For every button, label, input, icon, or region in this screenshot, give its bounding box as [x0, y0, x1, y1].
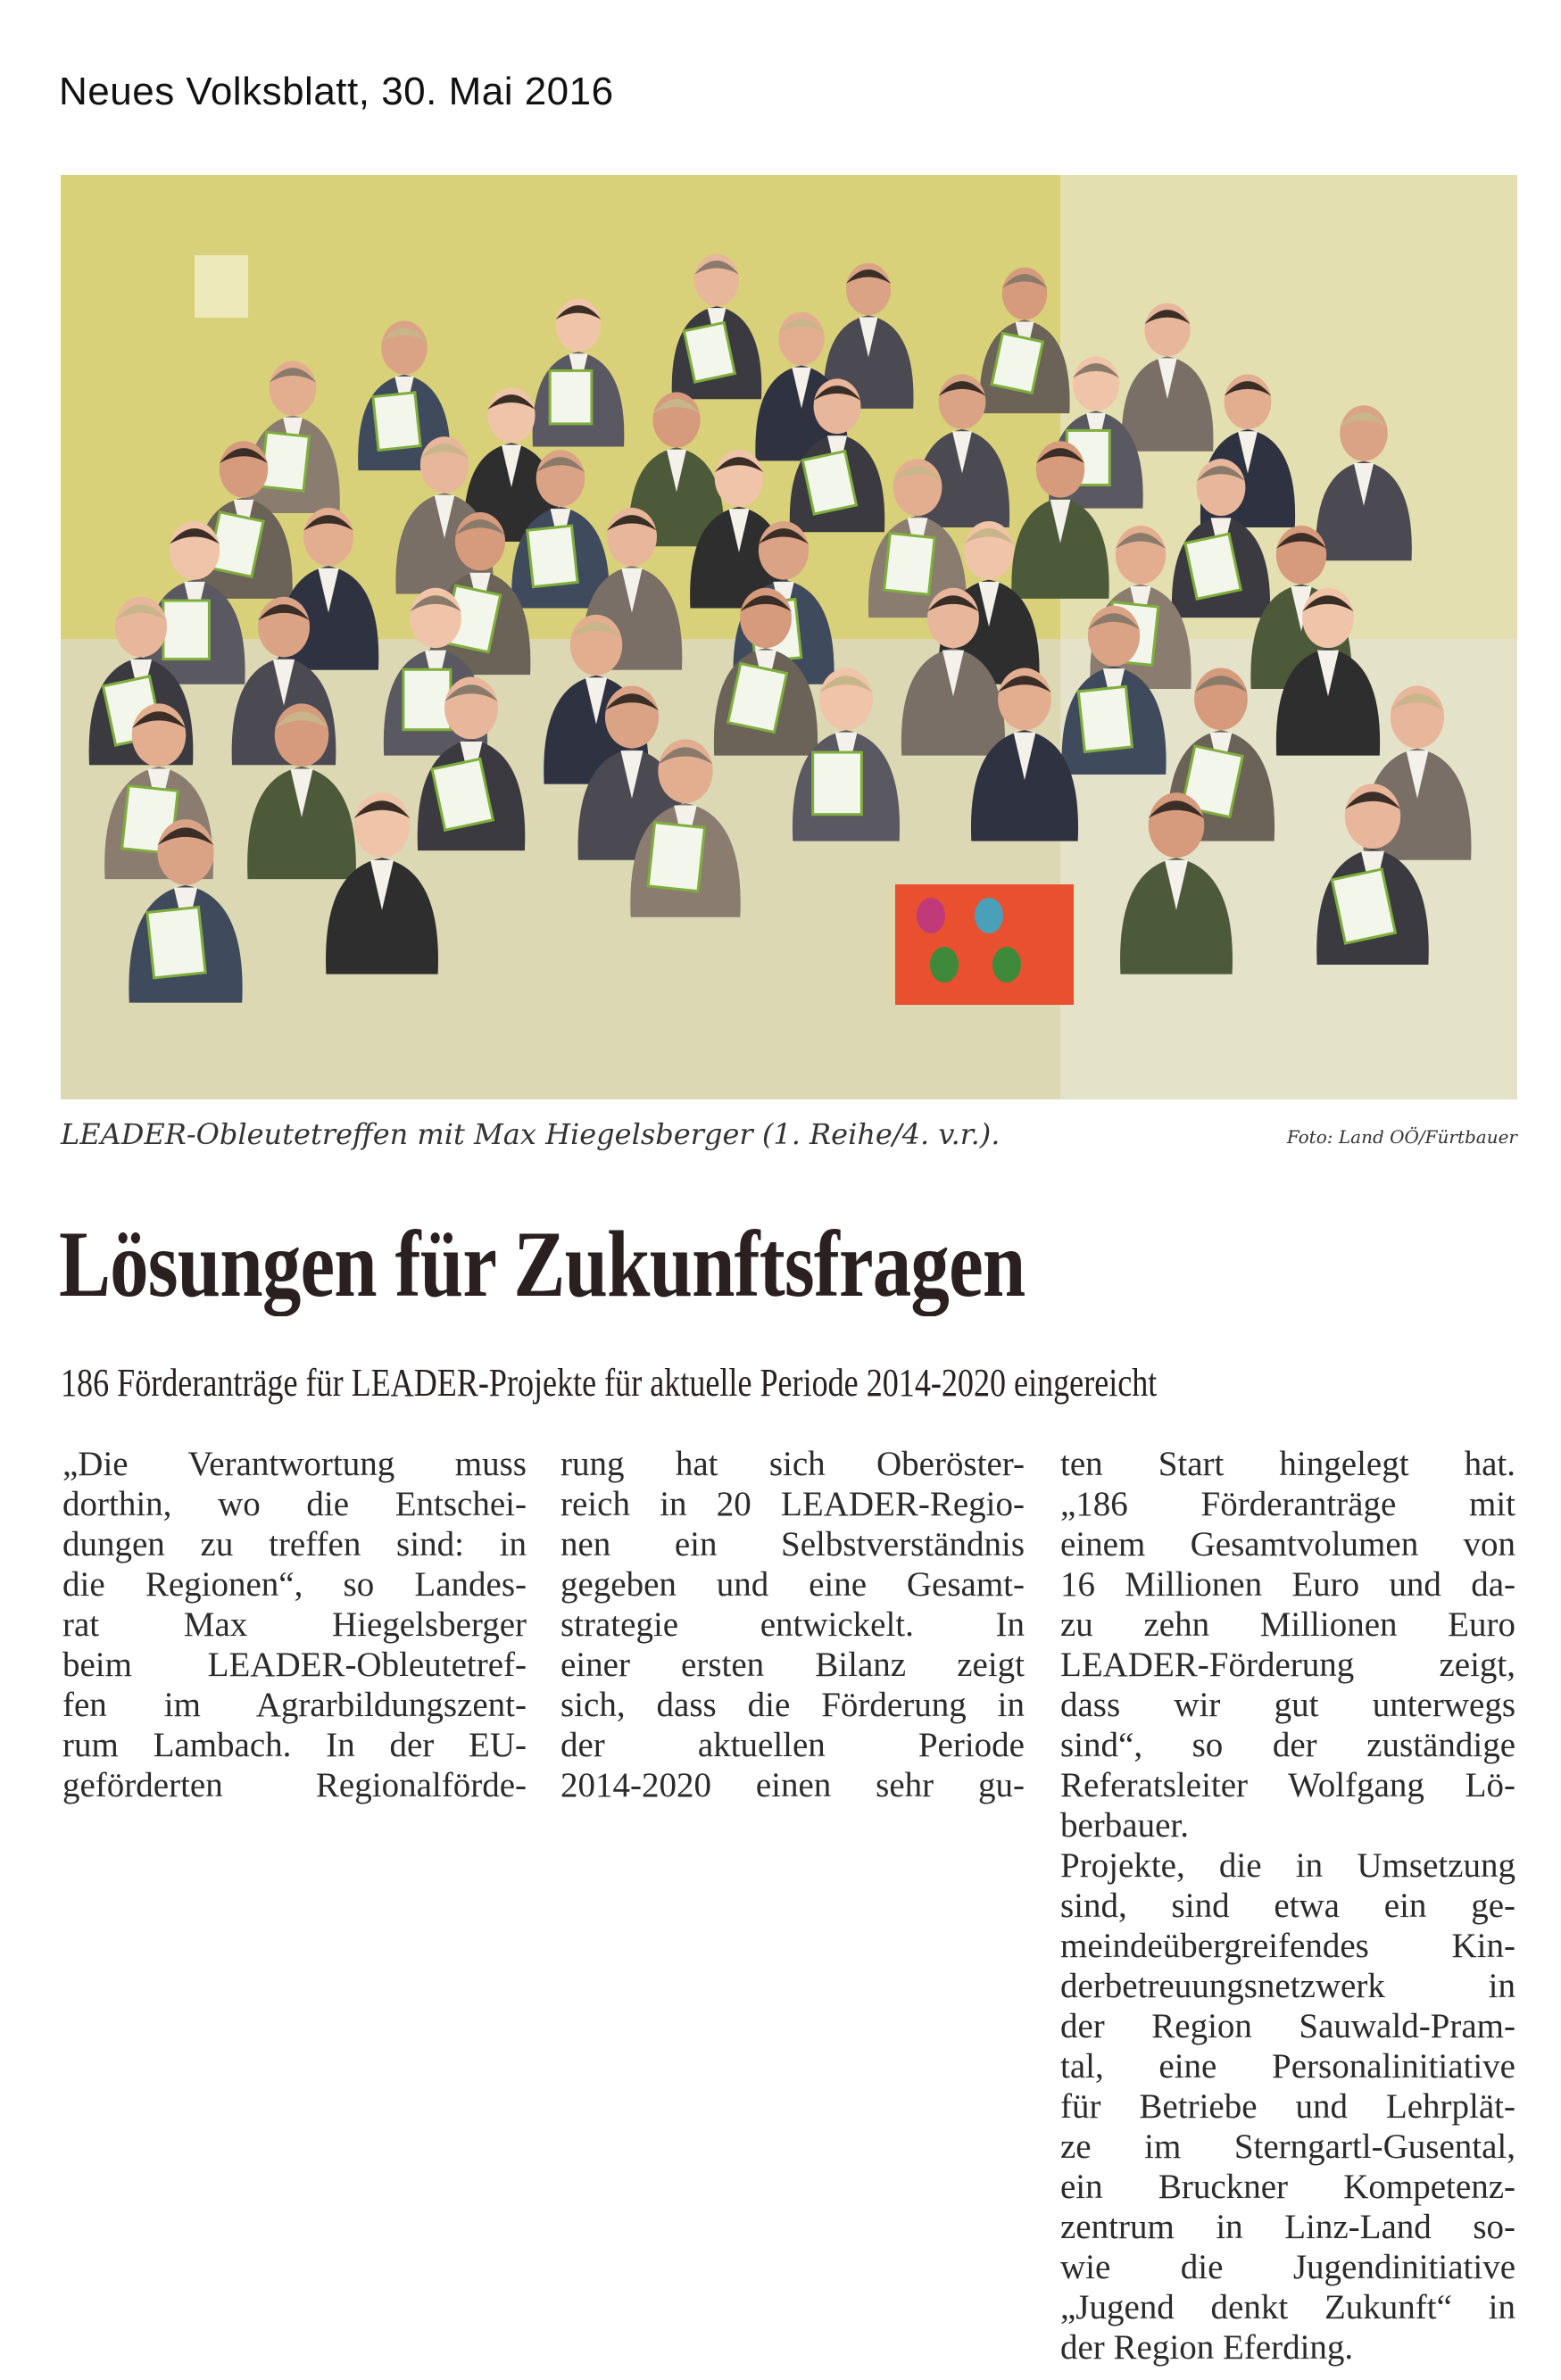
text-line: der Region Eferding. [1060, 2328, 1354, 2367]
photo-credit: Foto: Land OÖ/Fürtbauer [1286, 1126, 1517, 1148]
text-line: rung hat sich Oberöster- [560, 1445, 1025, 1483]
text-line: die Regionen“, so Landes- [62, 1565, 527, 1604]
article-column-2 [560, 1444, 1025, 1805]
text-line: Projekte, die in Umsetzung [1060, 1846, 1515, 1885]
brochure [884, 533, 935, 594]
brochure [648, 823, 704, 891]
newspaper-source: Neues Volksblatt, 30. Mai 2016 [59, 70, 614, 113]
brochure [1078, 686, 1132, 751]
text-line: rat Max Hiegelsberger [62, 1605, 527, 1644]
text-line: reich in 20 LEADER-Regio- [560, 1485, 1025, 1523]
brochure [403, 669, 451, 729]
article-subheadline: 186 Förderanträge für LEADER-Projekte für aktuelle Periode 2014-2020 eingereicht [61, 1361, 1158, 1405]
text-line: einer ersten Bilanz zeigt [560, 1646, 1025, 1684]
text-line: derbetreuungsnetzwerk in [1060, 1967, 1515, 2005]
text-line: für Betriebe und Lehrplät- [1060, 2087, 1515, 2126]
article-column-3 [1060, 1444, 1515, 2368]
red-board [895, 884, 1074, 1005]
brochure [813, 752, 862, 815]
text-line: sind“, so der zuständige [1060, 1726, 1515, 1764]
text-line: LEADER-Förderung zeigt, [1060, 1646, 1515, 1684]
text-line: „Jugend denkt Zukunft“ in [1060, 2288, 1515, 2326]
coat-of-arms-icon [975, 898, 1003, 933]
text-line: beim LEADER-Obleutetref- [62, 1646, 527, 1684]
text-line: fen im Agrarbildungszent- [62, 1686, 527, 1724]
brochure [261, 432, 309, 491]
group-photo-illustration [61, 175, 1517, 1099]
text-line: „Die Verantwortung muss [62, 1445, 527, 1483]
text-line: ten Start hingelegt hat. [1060, 1445, 1515, 1483]
text-line: ze im Sterngartl-Gusental, [1060, 2127, 1515, 2166]
text-line: einem Gesamtvolumen von [1060, 1525, 1515, 1563]
text-line: zentrum in Linz-Land so- [1060, 2208, 1515, 2246]
text-line: 16 Millionen Euro und da- [1060, 1565, 1515, 1604]
coat-of-arms-icon [992, 947, 1021, 983]
photo-caption: LEADER-Obleutetreffen mit Max Hiegelsberger (1. Reihe/4. v.r.). [61, 1117, 1001, 1151]
brochure [992, 333, 1042, 393]
text-line: meindeübergreifendes Kin- [1060, 1927, 1515, 1965]
text-line: „186 Förderanträge mit [1060, 1485, 1515, 1523]
text-line: tal, eine Personalinitiative [1060, 2047, 1515, 2086]
text-line: wie die Jugendinitiative [1060, 2248, 1515, 2286]
text-line: der aktuellen Periode [560, 1726, 1025, 1764]
text-line: sind, sind etwa ein ge- [1060, 1887, 1515, 1925]
text-line: gegeben und eine Gesamt- [560, 1565, 1025, 1604]
brochure [684, 322, 735, 382]
text-line: dass wir gut unterwegs [1060, 1686, 1515, 1724]
text-line: geförderten Regionalförde- [62, 1766, 527, 1804]
group-photo [61, 175, 1517, 1099]
brochure [550, 370, 592, 424]
text-line: ein Bruckner Kompetenz- [1060, 2168, 1515, 2206]
brochure [147, 907, 205, 977]
text-line: dungen zu treffen sind: in [62, 1525, 527, 1563]
text-line: dorthin, wo die Entschei- [62, 1485, 527, 1523]
text-line: rum Lambach. In der EU- [62, 1726, 527, 1764]
text-line: nen ein Selbstverständnis [560, 1525, 1025, 1563]
brochure [373, 393, 420, 451]
text-line: Referatsleiter Wolfgang Lö- [1060, 1766, 1515, 1804]
text-line: strategie entwickelt. In [560, 1605, 1025, 1644]
text-line: der Region Sauwald-Pram- [1060, 2007, 1515, 2045]
coat-of-arms-icon [917, 898, 945, 933]
brochure [527, 526, 577, 587]
article-column-1 [62, 1444, 527, 1805]
coat-of-arms-icon [930, 947, 959, 983]
brochure [163, 601, 210, 659]
article-headline: Lösungen für Zukunftsfragen [59, 1212, 1025, 1316]
text-line: berbauer. [1060, 1806, 1190, 1845]
text-line: zu zehn Millionen Euro [1060, 1605, 1515, 1644]
text-line: 2014-2020 einen sehr gu- [560, 1766, 1025, 1804]
wall-sign [195, 255, 248, 318]
text-line: sich, dass die Förderung in [560, 1686, 1025, 1724]
